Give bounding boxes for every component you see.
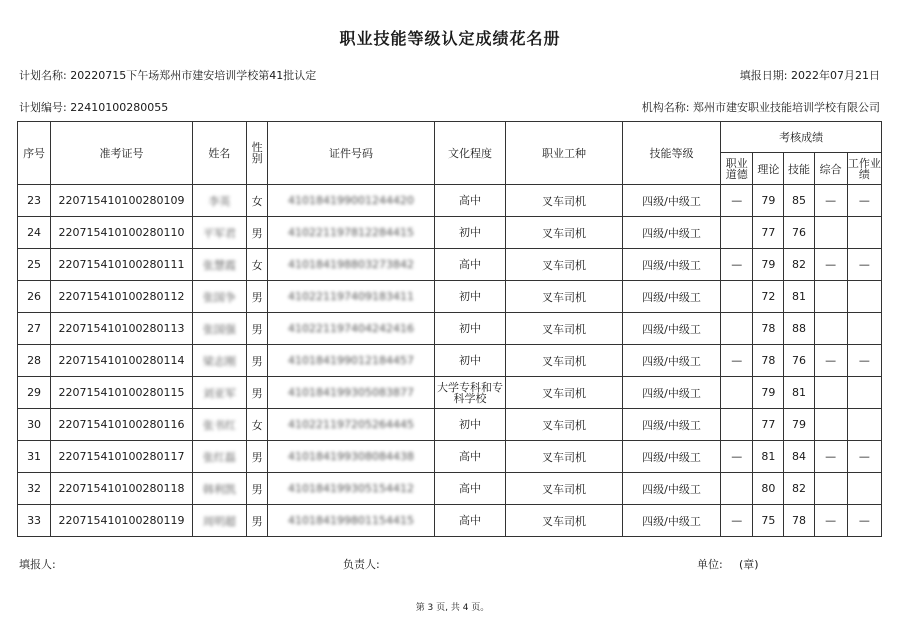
cell-ethics (721, 313, 753, 345)
roster-table (17, 121, 882, 537)
table-row (18, 473, 882, 505)
cell-name (192, 409, 246, 441)
cell-name (192, 473, 246, 505)
cell-work: — (847, 441, 881, 473)
header-job: 职业工种 (506, 122, 623, 185)
cell-job: 叉车司机 (506, 473, 623, 505)
cell-overall: — (814, 441, 847, 473)
header-skill: 技能 (784, 153, 814, 185)
cell-exam-no: 220715410100280114 (51, 345, 193, 377)
seal-text: (章) (739, 558, 759, 571)
cell-id-no (268, 377, 435, 409)
table-row (18, 409, 882, 441)
cell-theory: 80 (753, 473, 784, 505)
cell-job: 叉车司机 (506, 409, 623, 441)
plan-number (19, 99, 168, 115)
cell-education: 高中 (434, 185, 505, 217)
cell-level: 四级/中级工 (622, 473, 720, 505)
cell-theory: 81 (753, 441, 784, 473)
cell-job: 叉车司机 (506, 345, 623, 377)
header-seq: 序号 (18, 122, 51, 185)
cell-seq: 30 (18, 409, 51, 441)
cell-education: 初中 (434, 313, 505, 345)
cell-name (192, 313, 246, 345)
cell-name-redacted: 张国争 (202, 290, 236, 304)
cell-seq: 28 (18, 345, 51, 377)
cell-skill: 81 (784, 377, 814, 409)
cell-name-redacted: 张红磊 (202, 450, 236, 464)
cell-work (847, 281, 881, 313)
header-scores: 考核成绩 (721, 122, 882, 153)
cell-skill: 76 (784, 345, 814, 377)
cell-name-redacted: 张慧霞 (202, 258, 236, 272)
cell-id-no-redacted: 410221197409183411 (288, 290, 414, 303)
cell-seq: 33 (18, 505, 51, 537)
cell-gender: 男 (247, 217, 268, 249)
cell-work: — (847, 505, 881, 537)
cell-gender: 男 (247, 313, 268, 345)
org-name-value: 郑州市建安职业技能培训学校有限公司 (693, 101, 880, 114)
cell-ethics: — (721, 345, 753, 377)
cell-theory: 77 (753, 409, 784, 441)
header-row (18, 122, 882, 153)
cell-name (192, 505, 246, 537)
cell-work (847, 377, 881, 409)
header-ethics: 职业道德 (721, 153, 753, 185)
cell-overall (814, 217, 847, 249)
cell-work: — (847, 249, 881, 281)
cell-gender: 女 (247, 409, 268, 441)
cell-work (847, 217, 881, 249)
plan-name-label: 计划名称: (19, 69, 67, 82)
header-education: 文化程度 (434, 122, 505, 185)
cell-seq: 26 (18, 281, 51, 313)
cell-id-no (268, 505, 435, 537)
cell-name (192, 185, 246, 217)
cell-level: 四级/中级工 (622, 441, 720, 473)
cell-id-no (268, 185, 435, 217)
cell-level: 四级/中级工 (622, 217, 720, 249)
cell-ethics: — (721, 441, 753, 473)
cell-seq: 25 (18, 249, 51, 281)
cell-education: 高中 (434, 249, 505, 281)
cell-name-redacted: 周明超 (202, 514, 236, 528)
cell-theory: 77 (753, 217, 784, 249)
cell-level: 四级/中级工 (622, 505, 720, 537)
cell-skill: 82 (784, 249, 814, 281)
cell-ethics: — (721, 185, 753, 217)
table-row (18, 377, 882, 409)
cell-level: 四级/中级工 (622, 249, 720, 281)
cell-level: 四级/中级工 (622, 409, 720, 441)
cell-overall: — (814, 505, 847, 537)
cell-job: 叉车司机 (506, 249, 623, 281)
cell-exam-no: 220715410100280112 (51, 281, 193, 313)
org-name-label: 机构名称: (641, 101, 690, 114)
cell-exam-no: 220715410100280113 (51, 313, 193, 345)
cell-job: 叉车司机 (506, 185, 623, 217)
page-info: 第 3 页, 共 4 页。 (415, 603, 490, 613)
cell-exam-no: 220715410100280115 (51, 377, 193, 409)
cell-name-redacted: 李英 (208, 194, 231, 208)
header-id-no: 证件号码 (268, 122, 435, 185)
cell-theory: 72 (753, 281, 784, 313)
cell-overall: — (814, 185, 847, 217)
cell-seq: 27 (18, 313, 51, 345)
cell-work: — (847, 345, 881, 377)
cell-name (192, 441, 246, 473)
cell-name (192, 217, 246, 249)
cell-id-no-redacted: 410184199305083877 (288, 386, 414, 399)
cell-gender: 女 (247, 249, 268, 281)
cell-skill: 84 (784, 441, 814, 473)
cell-ethics (721, 281, 753, 313)
header-exam-no: 准考证号 (51, 122, 193, 185)
table-row (18, 281, 882, 313)
cell-level: 四级/中级工 (622, 313, 720, 345)
org-name (642, 99, 880, 115)
cell-id-no (268, 345, 435, 377)
cell-overall (814, 409, 847, 441)
cell-id-no-redacted: 410184199801154415 (288, 514, 414, 527)
cell-skill: 76 (784, 217, 814, 249)
cell-overall (814, 281, 847, 313)
cell-theory: 79 (753, 249, 784, 281)
cell-name-redacted: 张国强 (202, 322, 236, 336)
header-gender: 性别 (247, 122, 268, 185)
page-title: 职业技能等级认定成绩花名册 (339, 29, 561, 48)
cell-gender: 男 (247, 345, 268, 377)
cell-skill: 81 (784, 281, 814, 313)
cell-ethics (721, 217, 753, 249)
cell-exam-no: 220715410100280111 (51, 249, 193, 281)
cell-level: 四级/中级工 (622, 185, 720, 217)
header-theory: 理论 (753, 153, 784, 185)
table-row (18, 217, 882, 249)
fill-date (740, 67, 880, 83)
cell-education: 大学专科和专科学校 (434, 377, 505, 409)
table-row (18, 313, 882, 345)
fill-date-value: 2022年07月21日 (791, 69, 880, 82)
cell-level: 四级/中级工 (622, 281, 720, 313)
cell-exam-no: 220715410100280119 (51, 505, 193, 537)
cell-theory: 78 (753, 345, 784, 377)
cell-seq: 24 (18, 217, 51, 249)
cell-seq: 32 (18, 473, 51, 505)
cell-id-no (268, 441, 435, 473)
plan-name-value: 20220715下午场郑州市建安培训学校第41批认定 (70, 69, 317, 82)
cell-skill: 88 (784, 313, 814, 345)
table-row (18, 185, 882, 217)
cell-id-no-redacted: 410184199308084438 (288, 450, 414, 463)
filler-label: 填报人: (19, 558, 56, 571)
cell-skill: 82 (784, 473, 814, 505)
cell-gender: 男 (247, 281, 268, 313)
cell-id-no-redacted: 410184199305154412 (288, 482, 414, 495)
cell-overall: — (814, 249, 847, 281)
cell-name (192, 249, 246, 281)
table-row (18, 345, 882, 377)
cell-id-no (268, 281, 435, 313)
header-work: 工作业绩 (847, 153, 881, 185)
plan-number-label: 计划编号: (19, 101, 67, 114)
cell-name-redacted: 刘亚军 (202, 386, 236, 400)
cell-job: 叉车司机 (506, 505, 623, 537)
cell-gender: 男 (247, 505, 268, 537)
cell-seq: 29 (18, 377, 51, 409)
cell-overall: — (814, 345, 847, 377)
cell-skill: 79 (784, 409, 814, 441)
cell-education: 初中 (434, 217, 505, 249)
cell-work (847, 409, 881, 441)
cell-education: 高中 (434, 441, 505, 473)
cell-theory: 79 (753, 185, 784, 217)
responsible-label: 负责人: (343, 558, 380, 571)
cell-exam-no: 220715410100280117 (51, 441, 193, 473)
cell-id-no-redacted: 410184198803273842 (288, 258, 414, 271)
cell-id-no-redacted: 410184199001244420 (288, 194, 414, 207)
cell-exam-no: 220715410100280116 (51, 409, 193, 441)
cell-theory: 78 (753, 313, 784, 345)
cell-gender: 女 (247, 185, 268, 217)
cell-id-no (268, 249, 435, 281)
plan-number-value: 22410100280055 (70, 101, 169, 114)
header-level: 技能等级 (622, 122, 720, 185)
cell-overall (814, 313, 847, 345)
cell-name-redacted: 平军君 (202, 226, 236, 240)
cell-seq: 23 (18, 185, 51, 217)
cell-theory: 75 (753, 505, 784, 537)
cell-id-no (268, 217, 435, 249)
cell-name-redacted: 张书红 (202, 418, 236, 432)
cell-theory: 79 (753, 377, 784, 409)
cell-job: 叉车司机 (506, 313, 623, 345)
cell-ethics (721, 473, 753, 505)
cell-id-no-redacted: 410184199012184457 (288, 354, 414, 367)
cell-ethics: — (721, 249, 753, 281)
cell-name-redacted: 韩利凯 (202, 482, 236, 496)
cell-skill: 78 (784, 505, 814, 537)
cell-overall (814, 473, 847, 505)
cell-id-no-redacted: 410221197205264445 (288, 418, 414, 431)
cell-ethics: — (721, 505, 753, 537)
fill-date-label: 填报日期: (739, 69, 788, 82)
table-row (18, 249, 882, 281)
cell-id-no (268, 409, 435, 441)
cell-name (192, 281, 246, 313)
cell-job: 叉车司机 (506, 377, 623, 409)
cell-education: 初中 (434, 281, 505, 313)
cell-exam-no: 220715410100280110 (51, 217, 193, 249)
cell-level: 四级/中级工 (622, 345, 720, 377)
cell-job: 叉车司机 (506, 217, 623, 249)
cell-id-no-redacted: 410221197404242416 (288, 322, 414, 335)
cell-name (192, 377, 246, 409)
cell-ethics (721, 409, 753, 441)
cell-work (847, 313, 881, 345)
cell-skill: 85 (784, 185, 814, 217)
cell-education: 初中 (434, 345, 505, 377)
cell-gender: 男 (247, 473, 268, 505)
cell-job: 叉车司机 (506, 281, 623, 313)
plan-name (19, 67, 316, 83)
cell-gender: 男 (247, 441, 268, 473)
cell-education: 高中 (434, 505, 505, 537)
cell-id-no (268, 473, 435, 505)
cell-seq: 31 (18, 441, 51, 473)
cell-ethics (721, 377, 753, 409)
table-row (18, 505, 882, 537)
unit-label: 单位: (697, 558, 723, 571)
cell-education: 高中 (434, 473, 505, 505)
cell-education: 初中 (434, 409, 505, 441)
cell-overall (814, 377, 847, 409)
cell-work: — (847, 185, 881, 217)
cell-name-redacted: 梁志刚 (202, 354, 236, 368)
cell-id-no (268, 313, 435, 345)
cell-job: 叉车司机 (506, 441, 623, 473)
table-row (18, 441, 882, 473)
cell-exam-no: 220715410100280109 (51, 185, 193, 217)
cell-work (847, 473, 881, 505)
cell-gender: 男 (247, 377, 268, 409)
cell-name (192, 345, 246, 377)
header-overall: 综合 (814, 153, 847, 185)
cell-id-no-redacted: 410221197812284415 (288, 226, 414, 239)
cell-exam-no: 220715410100280118 (51, 473, 193, 505)
header-name: 姓名 (192, 122, 246, 185)
cell-level: 四级/中级工 (622, 377, 720, 409)
